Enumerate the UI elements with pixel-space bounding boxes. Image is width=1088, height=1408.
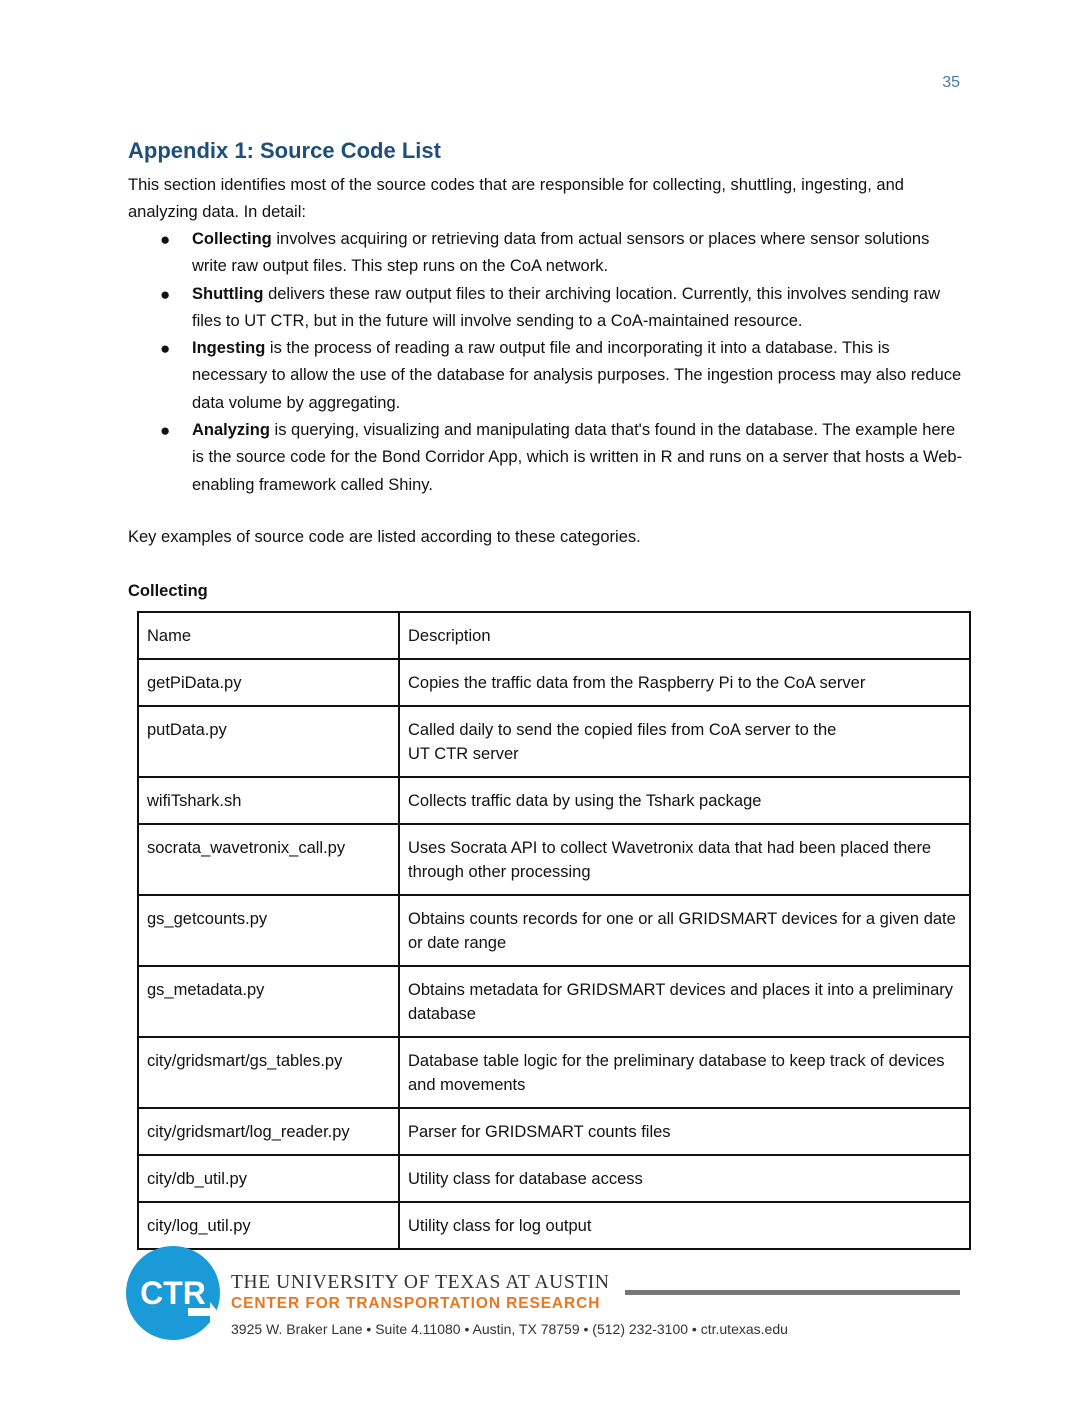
page-number: 35 bbox=[942, 74, 960, 91]
file-name-cell: wifiTshark.sh bbox=[138, 777, 399, 824]
table-row bbox=[138, 706, 970, 777]
file-name-cell: getPiData.py bbox=[138, 659, 399, 706]
file-name-cell: city/db_util.py bbox=[138, 1155, 399, 1202]
table-header-row bbox=[138, 612, 970, 659]
table-row bbox=[138, 1037, 970, 1108]
table-row bbox=[138, 1108, 970, 1155]
bullet-text: is querying, visualizing and manipulating data that's found in the database. The example here is the source code for the Bond Corridor App, which is written in R and runs on a server that hosts a Web-enabling framework called Shiny. bbox=[192, 421, 963, 494]
description-cell: Copies the traffic data from the Raspberry Pi to the CoA server bbox=[399, 659, 970, 706]
key-examples-text: Key examples of source code are listed according to these categories. bbox=[128, 528, 641, 546]
bullet-item bbox=[156, 335, 966, 417]
header-cell-name: Name bbox=[138, 612, 399, 659]
description-cell: Called daily to send the copied files from CoA server to the UT CTR server bbox=[399, 706, 970, 777]
description-cell: Collects traffic data by using the Tshark package bbox=[399, 777, 970, 824]
table-row bbox=[138, 659, 970, 706]
bullet-list bbox=[156, 226, 966, 499]
table-row bbox=[138, 1202, 970, 1249]
file-name-cell: gs_metadata.py bbox=[138, 966, 399, 1037]
bullet-icon: ● bbox=[160, 284, 171, 304]
footer-divider bbox=[625, 1290, 960, 1295]
table-row bbox=[138, 895, 970, 966]
description-cell: Obtains metadata for GRIDSMART devices and places it into a preliminary database bbox=[399, 966, 970, 1037]
bullet-item bbox=[156, 281, 966, 336]
source-code-table bbox=[137, 611, 971, 1250]
bullet-text: is the process of reading a raw output file and incorporating it into a database. This is necessary to allow the use of the database for analysis purposes. The ingestion process may also reduce data volume by aggregating. bbox=[192, 339, 962, 412]
description-cell: Uses Socrata API to collect Wavetronix data that had been placed there through other processing bbox=[399, 824, 970, 895]
description-cell: Utility class for database access bbox=[399, 1155, 970, 1202]
footer-center-name: CENTER FOR TRANSPORTATION RESEARCH bbox=[231, 1295, 601, 1312]
ctr-logo-text: CTR bbox=[140, 1275, 206, 1311]
table-row bbox=[138, 777, 970, 824]
bullet-icon: ● bbox=[160, 421, 171, 441]
section-title-collecting: Collecting bbox=[128, 582, 208, 600]
bullet-term: Analyzing bbox=[192, 421, 270, 440]
ctr-logo bbox=[126, 1246, 220, 1340]
description-cell: Utility class for log output bbox=[399, 1202, 970, 1249]
description-cell: Obtains counts records for one or all GRIDSMART devices for a given date or date range bbox=[399, 895, 970, 966]
bullet-item bbox=[156, 226, 966, 281]
header-cell-description: Description bbox=[399, 612, 970, 659]
file-name-cell: city/gridsmart/gs_tables.py bbox=[138, 1037, 399, 1108]
bullet-text: delivers these raw output files to their archiving location. Currently, this involves sending raw files to UT CTR, but in the future will involve sending to a CoA-maintained resource. bbox=[192, 284, 941, 330]
table-row bbox=[138, 966, 970, 1037]
description-cell: Database table logic for the preliminary database to keep track of devices and movements bbox=[399, 1037, 970, 1108]
page-heading: Appendix 1: Source Code List bbox=[128, 138, 441, 163]
description-cell: Parser for GRIDSMART counts files bbox=[399, 1108, 970, 1155]
file-name-cell: putData.py bbox=[138, 706, 399, 777]
file-name-cell: gs_getcounts.py bbox=[138, 895, 399, 966]
bullet-term: Collecting bbox=[192, 230, 272, 248]
bullet-icon: ● bbox=[160, 230, 171, 249]
bullet-icon: ● bbox=[160, 339, 171, 359]
table-row bbox=[138, 824, 970, 895]
bullet-term: Ingesting bbox=[192, 339, 266, 358]
table-row bbox=[138, 1155, 970, 1202]
intro-paragraph: This section identifies most of the source codes that are responsible for collecting, shuttling, ingesting, and analyzing data. In detail: bbox=[128, 176, 904, 221]
file-name-cell: city/gridsmart/log_reader.py bbox=[138, 1108, 399, 1155]
bullet-term: Shuttling bbox=[192, 284, 264, 303]
footer-university: THE UNIVERSITY OF TEXAS AT AUSTIN bbox=[231, 1272, 610, 1293]
bullet-text: involves acquiring or retrieving data from actual sensors or places where sensor solutions write raw output files. This step runs on the CoA network. bbox=[192, 230, 930, 276]
file-name-cell: socrata_wavetronix_call.py bbox=[138, 824, 399, 895]
bullet-item bbox=[156, 417, 966, 499]
file-name-cell: city/log_util.py bbox=[138, 1202, 399, 1249]
footer-address: 3925 W. Braker Lane • Suite 4.11080 • Austin, TX 78759 • (512) 232-3100 • ctr.utexas.edu bbox=[231, 1321, 788, 1337]
